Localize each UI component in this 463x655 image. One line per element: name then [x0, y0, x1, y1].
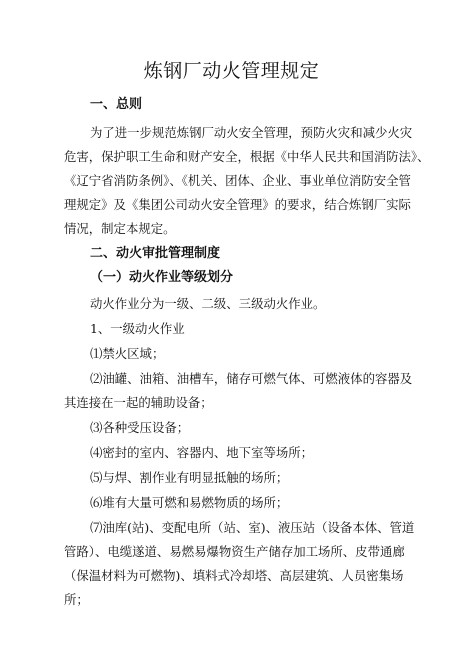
paragraph-line: 理规定》及《集团公司动火安全管理》的要求，结合炼钢厂实际 [64, 197, 411, 212]
paragraph-line: 情况，制定本规定。 [64, 221, 176, 236]
subsection-heading-levels: （一）动火作业等级划分 [90, 270, 234, 285]
list-item: ⑸与焊、割作业有明显抵触的场所； [90, 470, 289, 485]
list-item-continuation: 管路）、电缆遂道、易燃易爆物资生产储存加工场所、皮带通廊 [64, 544, 405, 559]
list-item-continuation: 所； [64, 592, 89, 607]
section-heading-general: 一、总则 [90, 97, 143, 112]
paragraph-line: 为了进一步规范炼钢厂动火安全管理，预防火灾和减少火灾 [90, 125, 413, 140]
list-item: ⑷密封的室内、容器内、地下室等场所； [90, 445, 314, 460]
list-item: ⑶各种受压设备； [90, 420, 190, 435]
list-item: ⑹堆有大量可燃和易燃物质的场所； [90, 495, 289, 510]
list-item: ⑺油库(站)、变配电所（站、室)、液压站（设备本体、管道 [90, 520, 415, 535]
list-item: ⑴禁火区域； [90, 346, 165, 361]
list-item-continuation: 其连接在一起的辅助设备； [64, 395, 213, 410]
section-heading-approval: 二、动火审批管理制度 [90, 246, 221, 261]
list-item-continuation: （保温材料为可燃物)、填料式冷却塔、高层建筑、人员密集场 [64, 568, 404, 583]
paragraph-line: 动火作业分为一级、二级、三级动火作业。 [90, 296, 326, 311]
paragraph-line: 1、一级动火作业 [90, 321, 185, 336]
paragraph-line: 《辽宁省消防条例》、《机关、团体、企业、事业单位消防安全管 [64, 173, 411, 188]
document-title: 炼钢厂动火管理规定 [143, 60, 320, 82]
paragraph-line: 危害，保护职工生命和财产安全，根据《中华人民共和国消防法》、 [64, 149, 430, 164]
list-item: ⑵油罐、油箱、油槽车，储存可燃气体、可燃液体的容器及 [90, 371, 413, 386]
